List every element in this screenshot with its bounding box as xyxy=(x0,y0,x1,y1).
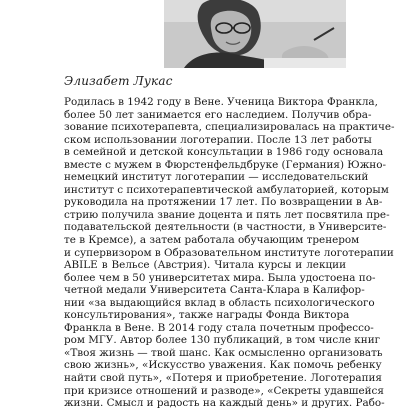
bio-line: Родилась в 1942 году в Вене. Ученица Виктора Франкла, xyxy=(64,96,378,108)
bio-line: руководила на протяжении 17 лет. По возвращении в Ав- xyxy=(64,196,383,209)
bio-line: ром МГУ. Автор более 130 публикаций, в том числе книг xyxy=(64,334,381,347)
bio-line: ABILE в Вельсе (Австрия). Читала курсы и лекции xyxy=(64,259,346,272)
bio-line: нии «за выдающийся вклад в область психологического xyxy=(64,296,375,309)
bio-line: свою жизнь», «Искусство уважения. Как помочь ребенку xyxy=(64,359,382,372)
bio-line: четной медали Университета Санта-Клара в Калифор- xyxy=(64,284,365,297)
bio-line: в семейной и детской консультации в 1986 году основала xyxy=(64,146,384,159)
bio-line: при кризисе отношений и разводе», «Секреты удавшейся xyxy=(64,384,384,397)
bio-line: найти свой путь», «Потеря и приобретение. Логотерапия xyxy=(64,372,382,385)
author-portrait-image xyxy=(164,0,346,68)
bio-line: и супервизором в Образовательном институте логотерапии xyxy=(64,246,394,259)
bio-line: Франкла в Вене. В 2014 году стала почетным профессо- xyxy=(64,321,374,334)
bio-line: институт с психотерапевтической амбулаторией, которым xyxy=(64,183,389,196)
author-photo xyxy=(164,0,346,68)
bio-line: подавательской деятельности (в частности, в Университе- xyxy=(64,221,387,234)
bio-line: ском использовании логотерапии. После 13 лет работы xyxy=(64,133,372,146)
author-name: Элизабет Лукас xyxy=(64,74,173,88)
bio-line: более чем в 50 университетах мира. Была удостоена по- xyxy=(64,271,376,284)
author-biography xyxy=(64,96,395,410)
bio-line: более 50 лет занимается его наследием. Получив обра- xyxy=(64,108,372,121)
bio-line: консультирования», также награды Фонда Виктора xyxy=(64,309,350,322)
bio-line: «Твоя жизнь — твой шанс. Как осмысленно организовать xyxy=(64,346,383,359)
bio-line: жизни. Смысл и радость на каждый день» и других. Рабо- xyxy=(64,397,385,410)
bio-line: стрию получила звание доцента и пять лет посвятила пре- xyxy=(64,208,390,221)
bio-line: вместе с мужем в Фюрстенфельдбруке (Германия) Южно- xyxy=(64,158,386,171)
bio-line: зование психотерапевта, специализировалась на практиче- xyxy=(64,121,395,134)
bio-line: те в Кремсе), а затем работала обучающим тренером xyxy=(64,234,360,247)
bio-line: немецкий институт логотерапии — исследовательский xyxy=(64,171,369,184)
